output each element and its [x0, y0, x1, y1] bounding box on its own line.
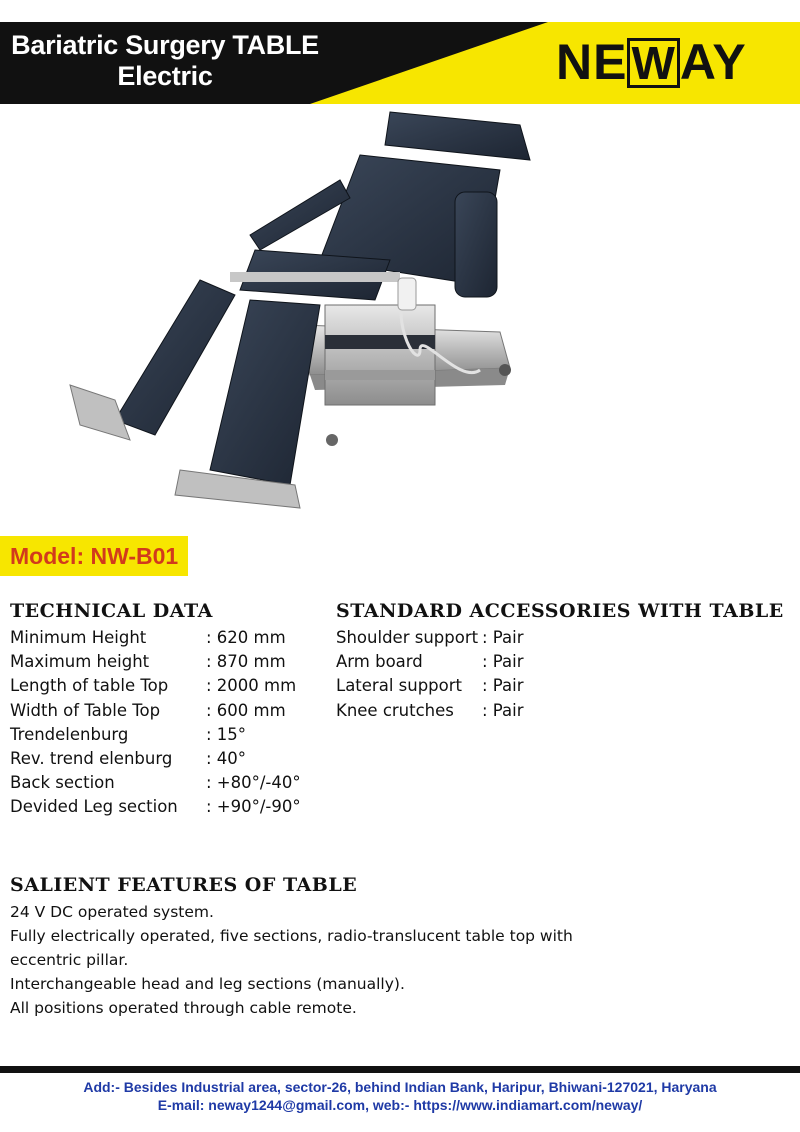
- spec-row: [10, 723, 330, 747]
- spec-row: [10, 771, 330, 795]
- spec-value: : 620 mm: [206, 628, 286, 647]
- logo-prefix: NE: [556, 34, 628, 90]
- accessory-row: [336, 650, 636, 674]
- footer: [0, 1078, 800, 1114]
- spec-key: Maximum height: [10, 652, 150, 672]
- accessory-row: [336, 626, 636, 650]
- feature-line: Interchangeable head and leg sections (manually).: [10, 975, 405, 993]
- neway-logo: [556, 36, 782, 88]
- accessory-qty: : Pair: [482, 652, 524, 672]
- footer-contact: E-mail: neway1244@gmail.com, web:- https://www.indiamart.com/neway/: [157, 1097, 643, 1113]
- accessory-name: Shoulder support: [336, 628, 479, 647]
- spec-key: Devided Leg section: [10, 797, 178, 817]
- spec-value: : +80°/-40°: [206, 773, 301, 793]
- feature-line: All positions operated through cable remote.: [10, 999, 357, 1017]
- title-line-2: Electric: [117, 61, 213, 91]
- footer-address: Add:- Besides Industrial area, sector-26, behind Indian Bank, Haripur, Bhiwani-127021, Haryana: [83, 1079, 717, 1095]
- spec-key: Length of table Top: [10, 676, 169, 696]
- spec-value: : +90°/-90°: [206, 797, 301, 817]
- spec-row: [10, 650, 330, 674]
- page-title: [0, 30, 330, 92]
- spec-row: [10, 699, 330, 723]
- accessory-row: [336, 699, 636, 723]
- spec-value: : 2000 mm: [206, 676, 297, 696]
- accessory-qty: : Pair: [482, 628, 524, 647]
- accessory-qty: : Pair: [482, 700, 524, 720]
- spec-row: [10, 747, 330, 771]
- spec-value: : 870 mm: [206, 652, 286, 672]
- spec-value: : 15°: [206, 724, 247, 744]
- spec-key: Rev. trend elenburg: [10, 748, 173, 768]
- spec-row: [10, 674, 330, 698]
- features-list: [10, 900, 710, 1020]
- features-heading: SALIENT FEATURES OF TABLE: [10, 874, 358, 896]
- feature-line: 24 V DC operated system.: [10, 903, 214, 921]
- spec-key: Back section: [10, 773, 115, 793]
- spec-key: Minimum Height: [10, 628, 147, 647]
- technical-data-list: [10, 626, 330, 820]
- header-banner: [0, 0, 800, 112]
- spec-value: : 40°: [206, 748, 247, 768]
- footer-divider: [0, 1066, 800, 1073]
- accessory-name: Arm board: [336, 652, 423, 672]
- feature-line: Fully electrically operated, five sections, radio-translucent table top with: [10, 927, 573, 945]
- product-photo: [60, 100, 540, 520]
- accessories-list: [336, 626, 636, 723]
- title-line-1: Bariatric Surgery TABLE: [11, 30, 319, 60]
- spec-key: Width of Table Top: [10, 700, 161, 720]
- accessory-name: Lateral support: [336, 676, 462, 696]
- technical-data-heading: TECHNICAL DATA: [10, 600, 213, 622]
- logo-suffix: AY: [679, 34, 747, 90]
- spec-row: [10, 795, 330, 819]
- accessory-qty: : Pair: [482, 676, 524, 696]
- spec-row: [10, 626, 330, 650]
- accessories-heading: STANDARD ACCESSORIES WITH TABLE: [336, 600, 784, 622]
- model-label: Model: NW-B01: [0, 536, 188, 576]
- feature-line: eccentric pillar.: [10, 951, 129, 969]
- accessory-row: [336, 674, 636, 698]
- accessory-name: Knee crutches: [336, 700, 454, 720]
- spec-value: : 600 mm: [206, 700, 286, 720]
- logo-w: W: [627, 38, 679, 88]
- spec-key: Trendelenburg: [10, 724, 129, 744]
